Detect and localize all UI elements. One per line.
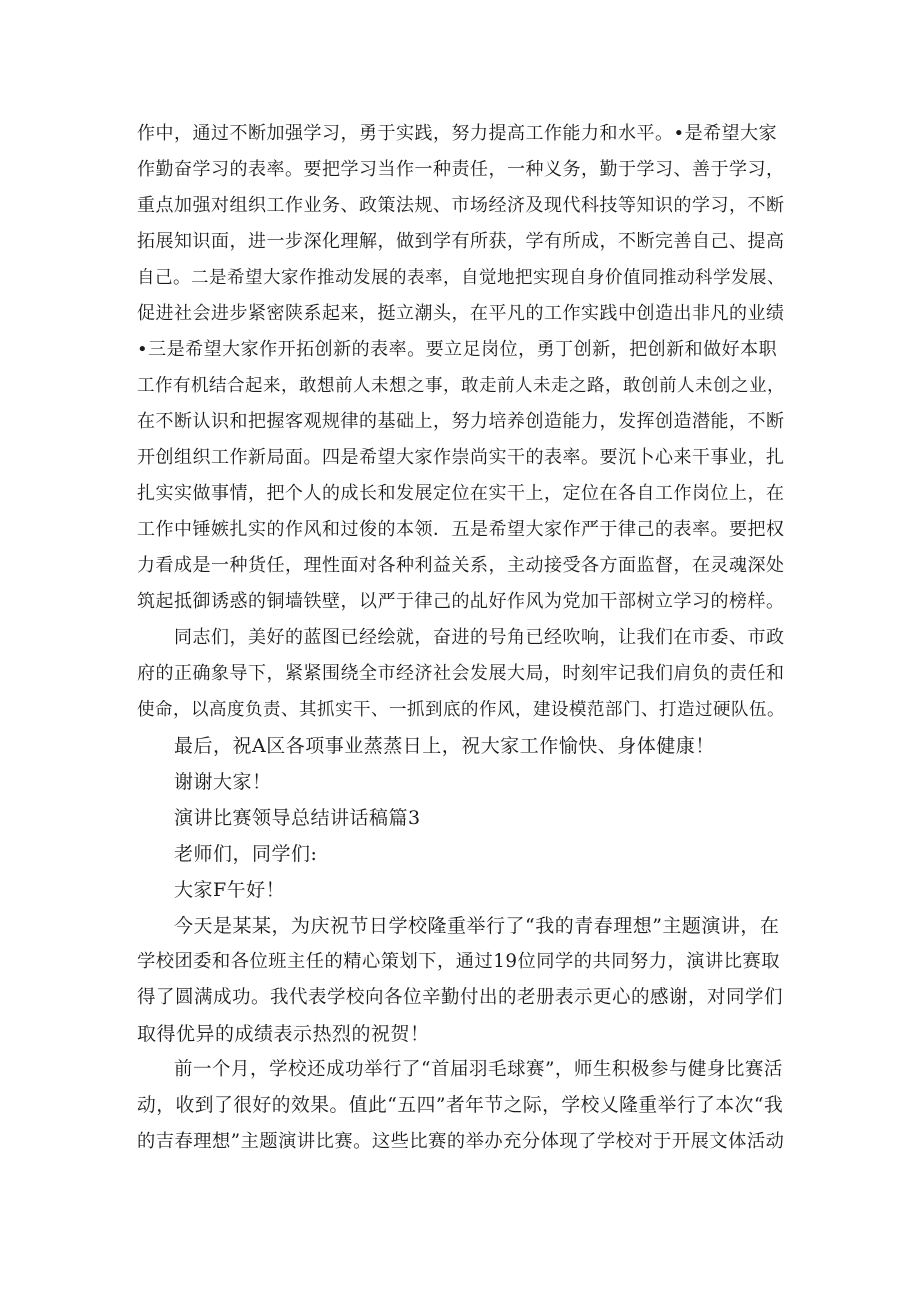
text-line: 力看成是一种货任，理性面对各种利益关系，主动接受各方面监督，在灵魂深处 <box>137 555 785 576</box>
text-line: 工作中锤嫉扎实的作风和过俊的本领．五是希望大家作严于律己的表率。要把权 <box>137 519 785 540</box>
text-line: 筑起抵御诱惑的铜墙铁壁，以严于律己的乩好作风为党加干部树立学习的榜样。 <box>137 591 785 612</box>
section-title: 演讲比赛领导总结讲话稿篇3 <box>174 807 421 829</box>
text-line: 扎实实做事情，把个人的成长和发展定位在实干上，定位在各自工作岗位上，在 <box>137 483 785 504</box>
salutation-line: 老师们，同学们: <box>174 843 318 865</box>
text-line: 作中，通过不断加强学习，勇于实践，努力提高工作能力和水平。•是希望大家 <box>137 123 778 144</box>
text-line: 在不断认识和把握客观规律的基础上，努力培养创造能力，发挥创造潜能，不断 <box>137 411 785 432</box>
text-line: 学校团委和各位班主任的精心策划下，通过19位同学的共同努力，演讲比赛取 <box>137 951 780 972</box>
text-line: 作勤奋学习的表率。要把学习当作一种责任，一种义务，勤于学习、善于学习， <box>137 159 785 180</box>
text-line: 重点加强对组织工作业务、政策法规、市场经济及现代科技等知识的学习，不断 <box>137 195 785 216</box>
text-line: 工作有机结合起来，敢想前人未想之事，敢走前人未走之路，敢创前人未创之业， <box>137 376 785 396</box>
text-line: 开创组织工作新局面。四是希望大家作崇尚实干的表率。要沉卜心来干事业，扎 <box>137 447 785 468</box>
text-line: 得了圆满成功。我代表学校向各位辛勤付出的老册表示更心的感谢，对同学们 <box>137 987 784 1008</box>
text-line: •三是希望大家作开拓创新的表率。要立足岗位，勇丁创新，把创新和做好本职 <box>137 339 778 360</box>
closing-wishes-line: 最后，祝A区各项事业蒸蒸日上，祝大家工作愉快、身体健康！ <box>174 735 715 757</box>
text-line: 取得优异的成绩表示热烈的祝贺！ <box>137 1023 430 1045</box>
text-line: 的吉春理想”主题演讲比赛。这些比赛的举办充分体现了学校对于开展文体活动 <box>137 1131 785 1152</box>
text-line: 自己。二是希望大家作推动发展的表率，自觉地把实现自身价值同推动科学发展、 <box>137 268 785 288</box>
paragraph-start-line: 今天是某某，为庆祝节日学校隆重举行了“我的青春理想”主题演讲，在 <box>174 915 780 937</box>
paragraph-start-line: 前一个月，学校还成功举行了“首届羽毛球赛”，师生积极参与健身比赛活 <box>174 1059 783 1080</box>
text-line: 促进社会进步紧密陕系起来，挺立潮头，在平凡的工作实践中创造出非凡的业绩 <box>137 303 785 324</box>
paragraph-start-line: 同志们，美好的蓝图已经绘就，奋进的号角已经吹响，让我们在市委、市政 <box>174 627 785 648</box>
greeting-line: 大家F午好！ <box>174 879 286 901</box>
text-line: 动，收到了很好的效果。值此“五四”者年节之际，学校乂隆重举行了本次“我 <box>137 1095 784 1116</box>
text-line: 拓展知识面，进一步深化理解，做到学有所获，学有所成，不断完善自己、提高 <box>137 231 785 252</box>
text-line: 使命，以高度负责、其抓实干、一抓到底的作风，建设模范部门、打造过硬队伍。 <box>137 700 785 720</box>
thanks-line: 谢谢大家！ <box>174 771 272 793</box>
text-line: 府的正确象导下，紧紧围绕全市经济社会发展大局，时刻牢记我们肩负的责任和 <box>137 663 785 684</box>
